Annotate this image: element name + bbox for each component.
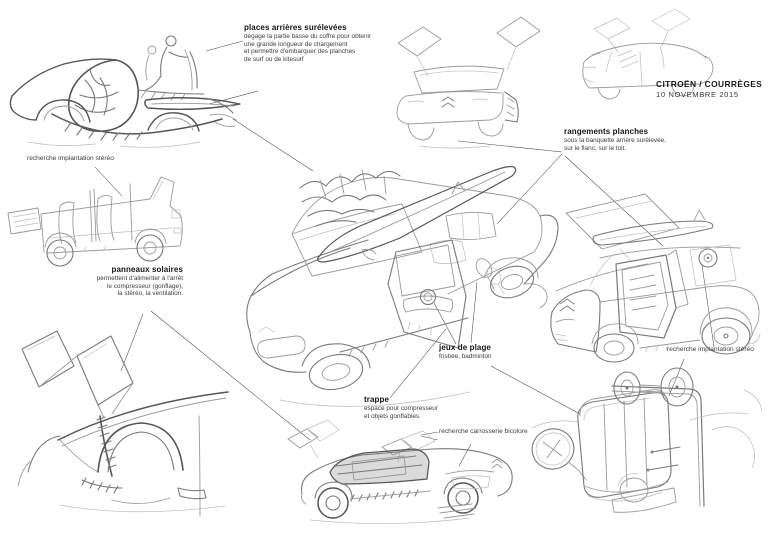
callout-line: dégage la partie basse du coffre pour obtenir xyxy=(244,33,372,40)
brand-date: 10 NOVEMBRE 2015 xyxy=(656,90,739,99)
label-carrosserie-bicolore: recherche carrosserie bicolore xyxy=(439,428,528,435)
callout-trappe xyxy=(364,395,494,420)
sketch-open-suv-stereo xyxy=(8,177,182,266)
callout-title: trappe xyxy=(364,395,390,404)
callout-line: et objets gonflables. xyxy=(364,412,421,420)
callout-line: frisbee, badminton xyxy=(439,353,492,360)
label-stereo-right: recherche implantation stéréo xyxy=(667,346,754,353)
callout-line: sur le flanc, sur le toit. xyxy=(564,144,627,152)
callout-title: rangements planches xyxy=(564,127,649,136)
callout-jeux-de-plage xyxy=(439,343,549,361)
callout-line: une grande longueur de chargement xyxy=(244,40,348,48)
label-stereo-left: recherche implantation stéréo xyxy=(27,155,114,162)
sketch-side-surfboard-car xyxy=(551,194,760,362)
callout-title: panneaux solaires xyxy=(111,265,183,274)
brand-title: CITROËN / COURRÈGES xyxy=(656,79,763,89)
callout-places-arrieres xyxy=(244,23,419,64)
brand-block xyxy=(656,80,762,99)
callout-title: places arrières surélevées xyxy=(244,23,347,32)
callout-line: permettent d'alimenter à l'arrêt xyxy=(96,275,183,282)
callout-line: sous la banquette arrière surélevée, xyxy=(564,137,666,144)
callout-title: jeux de plage xyxy=(439,343,491,352)
sketch-interior-bench-speakers xyxy=(527,368,762,512)
sketch-raised-rear-seats xyxy=(10,36,240,147)
callout-rangements-planches xyxy=(564,127,739,152)
callout-line: la stéréo, la ventilation. xyxy=(117,290,183,298)
callout-line: et permettre d'embarquer des planches xyxy=(244,48,356,56)
sketch-main-concept-car xyxy=(247,167,558,407)
callout-line: le compresseur (gonflage), xyxy=(106,282,183,290)
sketch-solar-panels-closeup xyxy=(18,331,228,516)
callout-panneaux-solaires xyxy=(20,265,183,298)
callout-line: de surf ou de kitesurf xyxy=(244,56,304,64)
callout-line: espace pour compresseur xyxy=(364,405,438,412)
